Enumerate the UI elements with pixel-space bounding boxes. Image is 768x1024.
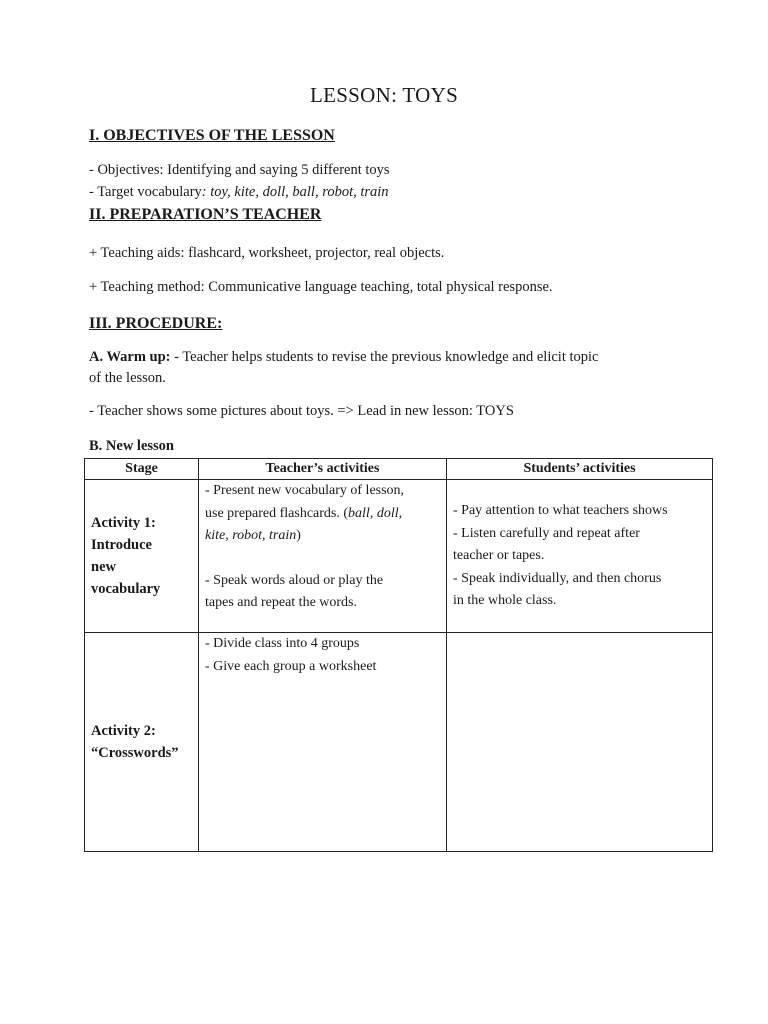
teaching-aids-line: + Teaching aids: flashcard, worksheet, projector, real objects.: [89, 245, 445, 261]
teacher-text: ): [296, 528, 301, 543]
teacher-text: use prepared flashcards. (: [205, 505, 349, 521]
teacher-vocab-italic: kite, robot, train: [205, 528, 297, 543]
student-line: in the whole class.: [453, 593, 557, 608]
procedure-heading: III. PROCEDURE:: [89, 315, 223, 332]
preparation-heading: II. PREPARATION’S TEACHER: [89, 206, 322, 223]
header-students-activities: Students’ activities: [447, 459, 713, 480]
stage-text: Introduce: [91, 537, 152, 553]
header-teacher-activities: Teacher’s activities: [199, 459, 447, 480]
teacher-line: - Speak words aloud or play the: [205, 572, 384, 588]
teacher-line: - Present new vocabulary of lesson,: [205, 483, 405, 498]
table-row: [85, 633, 713, 852]
table-row: [85, 480, 713, 633]
teacher-line: - Divide class into 4 groups: [205, 636, 360, 651]
blank-line: [205, 548, 440, 570]
student-line: teacher or tapes.: [453, 548, 545, 563]
teacher-line: tapes and repeat the words.: [205, 595, 357, 610]
teaching-method-line: + Teaching method: Communicative language teaching, total physical response.: [89, 279, 553, 295]
objectives-heading: I. OBJECTIVES OF THE LESSON: [89, 127, 335, 144]
teacher-cell-activity-2: [199, 633, 447, 852]
teacher-vocab-italic: ball, doll,: [348, 505, 403, 521]
students-cell-activity-2: [447, 633, 713, 852]
teacher-cell-activity-1: [199, 480, 447, 633]
new-lesson-label: B. New lesson: [89, 438, 174, 454]
stage-text: new: [91, 559, 116, 575]
teacher-line: [205, 525, 440, 548]
stage-text: “Crosswords”: [91, 745, 179, 761]
target-vocabulary-line: [89, 184, 389, 201]
teacher-line: - Give each group a worksheet: [205, 658, 377, 674]
stage-text: vocabulary: [91, 581, 161, 597]
stage-text: Activity 1:: [91, 515, 156, 531]
lesson-table: [84, 458, 713, 852]
stage-text: Activity 2:: [91, 723, 156, 739]
stage-cell-activity-1: [85, 480, 199, 633]
warmup-line: [89, 349, 598, 366]
vocab-prefix: - Target vocabulary: [89, 184, 202, 200]
warmup-text: - Teacher helps students to revise the previous knowledge and elicit topic: [170, 349, 599, 365]
stage-cell-activity-2: [85, 633, 199, 852]
table-header-row: [85, 459, 713, 480]
vocab-list: : toy, kite, doll, ball, robot, train: [201, 184, 389, 200]
student-line: - Pay attention to what teachers shows: [453, 503, 668, 518]
header-stage: Stage: [85, 459, 199, 480]
student-line: - Speak individually, and then chorus: [453, 570, 662, 586]
student-line: - Listen carefully and repeat after: [453, 525, 640, 541]
lesson-title: LESSON: TOYS: [309, 83, 459, 107]
teacher-line: [205, 503, 440, 526]
warmup-line-2: of the lesson.: [89, 370, 166, 386]
lead-in-line: - Teacher shows some pictures about toys. => Lead in new lesson: TOYS: [89, 403, 514, 419]
objective-line: - Objectives: Identifying and saying 5 different toys: [89, 162, 390, 178]
students-cell-activity-1: [447, 480, 713, 633]
warmup-label: A. Warm up:: [89, 349, 171, 365]
